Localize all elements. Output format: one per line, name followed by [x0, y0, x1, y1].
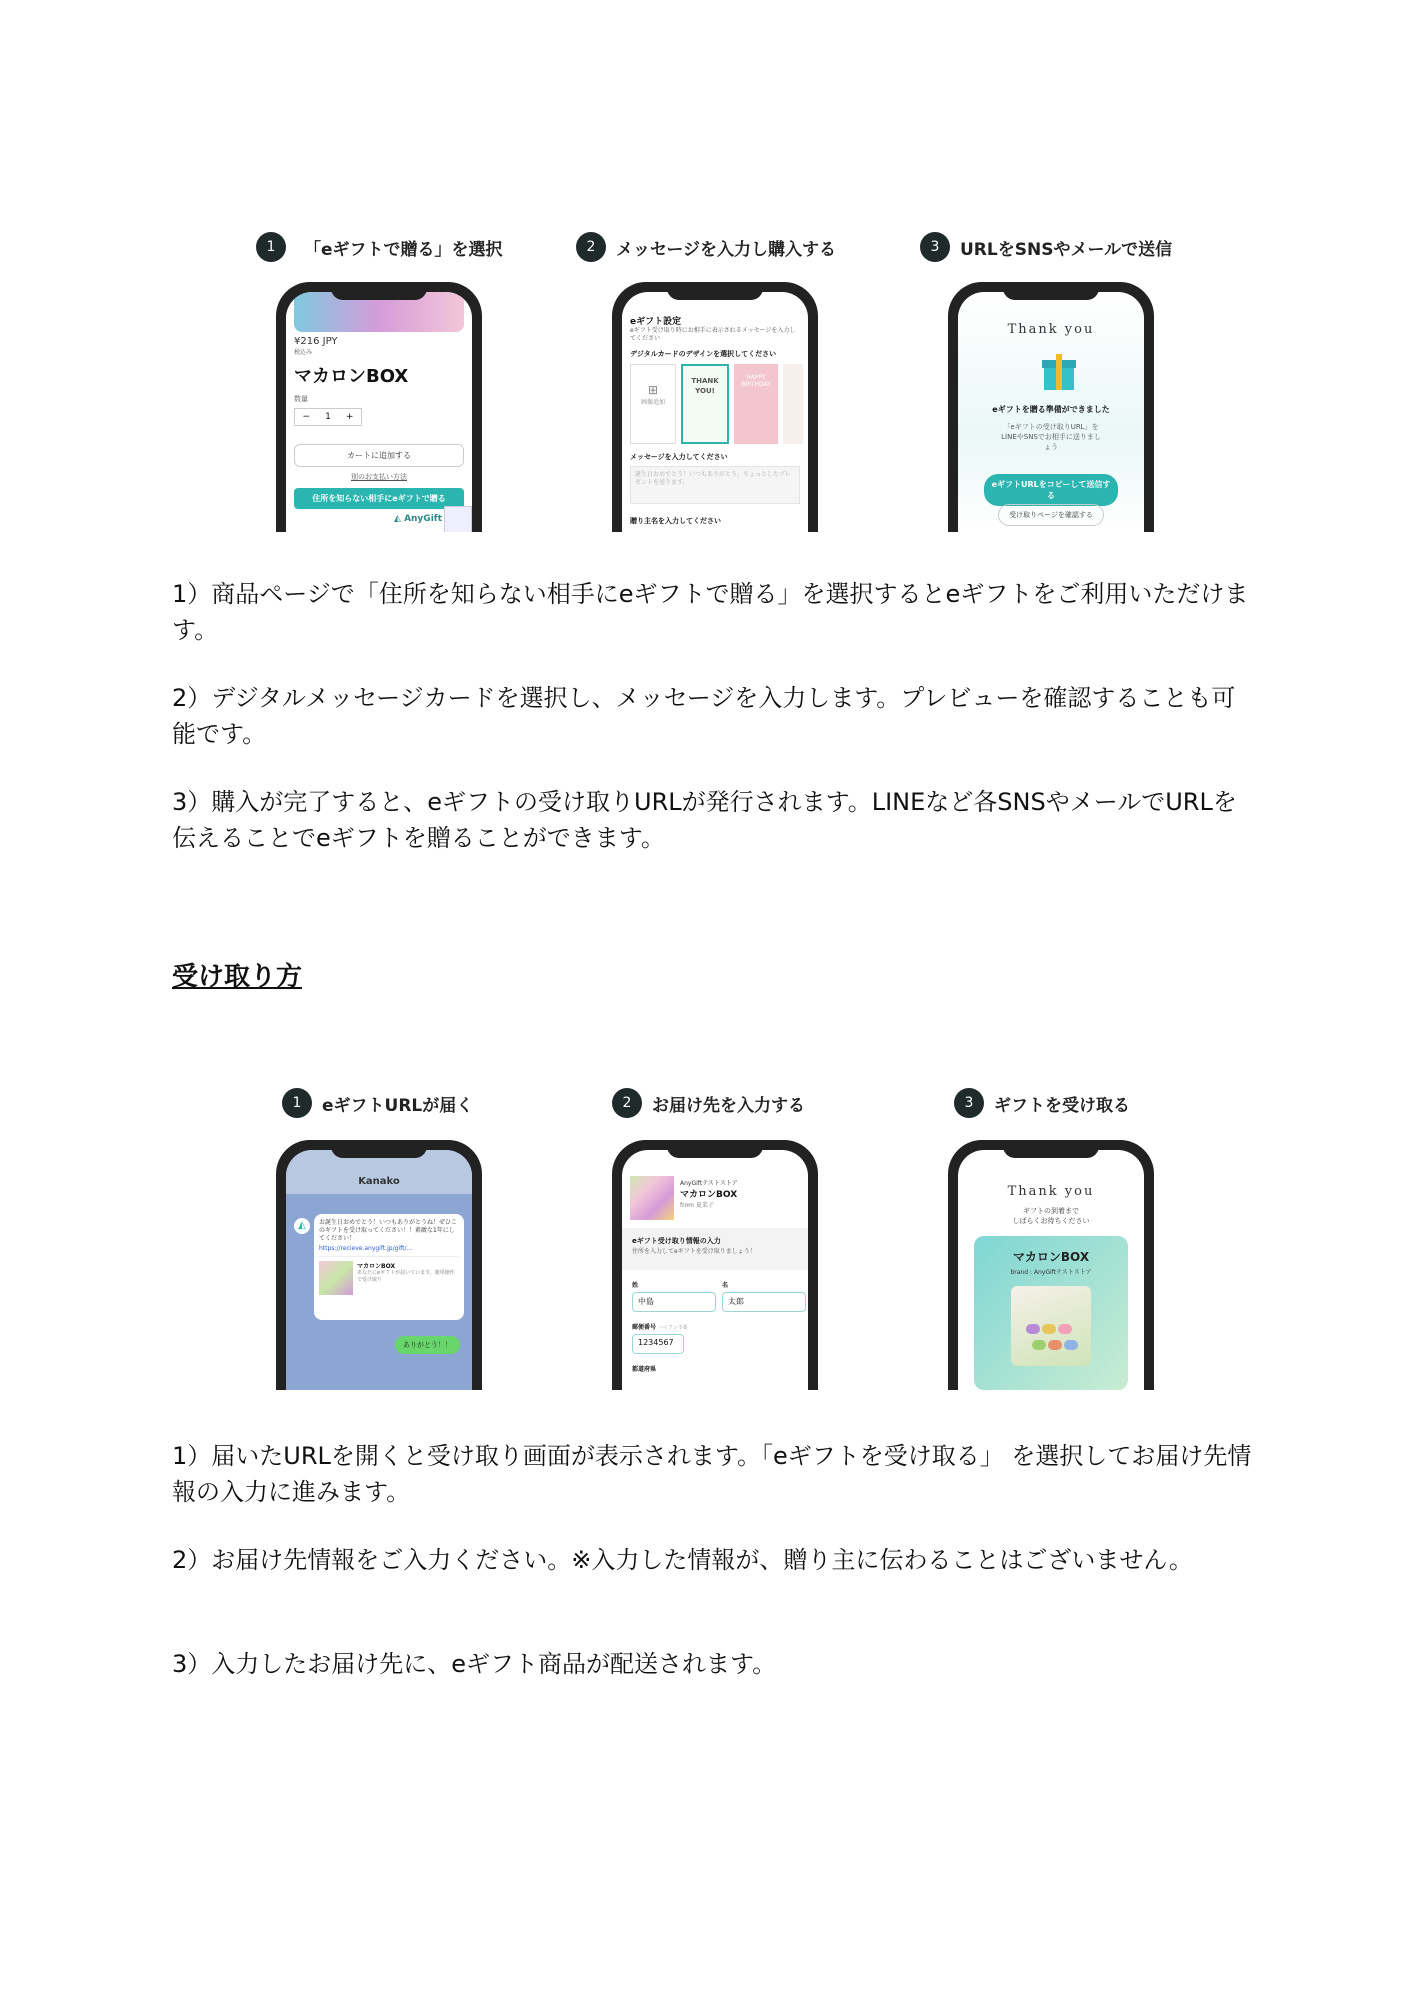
- zip-input[interactable]: 1234567: [632, 1334, 684, 1354]
- plus-icon: ⊞: [647, 383, 659, 397]
- price-note: 税込み: [294, 349, 313, 356]
- wait-desc-1: ギフトの到着まで: [1023, 1207, 1079, 1215]
- phone-notch: [331, 282, 427, 300]
- step-number-badge: 3: [920, 232, 950, 262]
- receive-step-2: [612, 1088, 805, 1118]
- gift-box-icon: [1042, 354, 1076, 390]
- store-name: AnyGiftテストストア: [680, 1180, 738, 1187]
- zip-note: ハイフン不要: [658, 1325, 688, 1331]
- quantity-value: 1: [325, 412, 331, 422]
- step-number-badge: 3: [954, 1088, 984, 1118]
- ready-desc: 「eギフトの受け取りURL」をLINEやSNSでお相手に送りましょう: [1001, 423, 1101, 451]
- gift-product-name: マカロンBOX: [1012, 1250, 1090, 1264]
- product-name: マカロンBOX: [680, 1190, 738, 1200]
- first-name-input[interactable]: 太郎: [722, 1292, 806, 1312]
- receive-phone-chat: [276, 1140, 482, 1390]
- send-step-2: [576, 232, 836, 262]
- message-textarea[interactable]: 誕生日おめでとう！いつもありがとう。ちょっとしたプレゼントを送ります。: [630, 466, 800, 504]
- product-thumbnail: [319, 1261, 353, 1295]
- egift-send-button[interactable]: 住所を知らない相手にeギフトで贈る: [294, 488, 464, 509]
- receive-paragraph-3: 3）入力したお届け先に、eギフト商品が配送されます。: [172, 1650, 777, 1678]
- check-page-button[interactable]: 受け取りページを確認する: [998, 504, 1104, 526]
- more-card-option[interactable]: [783, 364, 803, 444]
- thank-you-title: Thank you: [1007, 1184, 1095, 1199]
- receive-heading: 受け取り方: [172, 962, 303, 992]
- chat-message-bubble: [314, 1214, 464, 1320]
- receive-step-1: [282, 1088, 473, 1118]
- preview-title: マカロンBOX: [357, 1263, 396, 1270]
- product-image: [630, 1176, 674, 1220]
- last-name-input[interactable]: 中島: [632, 1292, 716, 1312]
- copy-url-button[interactable]: eギフトURLをコピーして送信する: [984, 474, 1118, 506]
- step-title: お届け先を入力する: [652, 1095, 805, 1116]
- product-price: ¥216 JPY: [294, 336, 338, 347]
- step-title: eギフトURLが届く: [322, 1095, 474, 1116]
- link-preview-card[interactable]: [319, 1256, 459, 1295]
- anygift-logo-icon: ◭: [394, 514, 401, 524]
- add-to-cart-button[interactable]: カートに追加する: [294, 444, 464, 467]
- recaptcha-icon: [444, 506, 472, 532]
- phone-screen: [622, 1150, 808, 1390]
- step-title: URLをSNSやメールで送信: [960, 239, 1173, 260]
- thank-you-title: Thank you: [1007, 322, 1095, 337]
- quantity-minus-button[interactable]: −: [302, 412, 311, 422]
- phone-screen: [958, 1150, 1144, 1390]
- preview-desc: あなたにeギフトが届いています。簡単操作で受け取り: [357, 1270, 455, 1283]
- sender-from: from 夏菜子: [680, 1202, 714, 1209]
- phone-screen: [286, 1150, 472, 1390]
- step-title: メッセージを入力し購入する: [616, 239, 836, 260]
- other-payment-link[interactable]: 別のお支払い方法: [351, 473, 407, 481]
- form-section-header: [622, 1228, 808, 1270]
- step-number-badge: 1: [256, 232, 286, 262]
- add-image-card[interactable]: ⊞ 画像追加: [630, 364, 676, 444]
- prefecture-label: 都道府県: [632, 1366, 657, 1373]
- receive-phone-address-form: [612, 1140, 818, 1390]
- phone-screen: [286, 292, 472, 532]
- first-name-label: 名: [722, 1282, 729, 1289]
- gift-brand: brand : AnyGiftテストストア: [1010, 1269, 1092, 1276]
- quantity-plus-button[interactable]: +: [345, 412, 354, 422]
- thank-you-card-option[interactable]: THANK YOU!: [681, 364, 729, 444]
- birthday-card-option[interactable]: HAPPY BIRTHDAY: [734, 364, 778, 444]
- wait-desc-2: しばらくお待ちください: [1012, 1217, 1090, 1225]
- quantity-label: 数量: [294, 395, 308, 403]
- step-title: ギフトを受け取る: [994, 1095, 1130, 1116]
- zip-label: 郵便番号 ハイフン不要: [632, 1324, 688, 1331]
- phone-notch: [1003, 1140, 1099, 1158]
- send-paragraph-2: 2）デジタルメッセージカードを選択し、メッセージを入力します。プレビューを確認することも可能です。: [172, 684, 1236, 748]
- send-phone-message-input: [612, 282, 818, 532]
- reply-bubble: ありがとう！！: [395, 1336, 460, 1354]
- phone-notch: [1003, 282, 1099, 300]
- receive-paragraph-2: 2）お届け先情報をご入力ください。※入力した情報が、贈り主に伝わることはございません。: [172, 1546, 1193, 1574]
- receive-phone-thank-you: [948, 1140, 1154, 1390]
- receive-paragraph-1: 1）届いたURLを開くと受け取り画面が表示されます。「eギフトを受け取る」 を選択してお届け先情報の入力に進みます。: [172, 1442, 1252, 1506]
- ready-text: eギフトを贈る準備ができました: [992, 405, 1110, 414]
- phone-notch: [667, 282, 763, 300]
- send-phone-product-page: [276, 282, 482, 532]
- send-phone-thank-you: [948, 282, 1154, 532]
- last-name-label: 姓: [632, 1282, 639, 1289]
- step-title: 「eギフトで贈る」を選択: [304, 239, 503, 260]
- phone-screen: [958, 292, 1144, 532]
- step-number-badge: 2: [576, 232, 606, 262]
- anygift-avatar-icon: ◭: [294, 1218, 310, 1234]
- send-paragraph-3: 3）購入が完了すると、eギフトの受け取りURLが発行されます。LINEなど各SNSやメールでURLを伝えることでeギフトを贈ることができます。: [172, 788, 1237, 852]
- gift-product-image: [1011, 1286, 1091, 1366]
- send-step-3: [920, 232, 1172, 262]
- gift-url-link[interactable]: https://recieve.anygift.jp/gift/...: [319, 1245, 413, 1252]
- anygift-brand: ◭ AnyGift: [394, 514, 442, 524]
- chat-header-name: Kanako: [286, 1150, 472, 1194]
- gift-card: [974, 1236, 1128, 1390]
- send-paragraph-1: 1）商品ページで「住所を知らない相手にeギフトで贈る」を選択するとeギフトをご利用いただけます。: [172, 580, 1249, 644]
- quantity-stepper[interactable]: [294, 408, 362, 426]
- form-section-title: eギフト受け取り情報の入力: [632, 1237, 721, 1245]
- form-section-desc: 住所を入力してeギフトを受け取りましょう！: [632, 1248, 756, 1255]
- phone-notch: [667, 1140, 763, 1158]
- phone-screen: [622, 292, 808, 532]
- receive-step-3: [954, 1088, 1130, 1118]
- chat-message-text: お誕生日おめでとう！いつもありがとうね！ぜひこのギフトを受け取ってください！！素敵な1年にしてください！: [319, 1219, 458, 1242]
- product-name: マカロンBOX: [294, 366, 409, 387]
- egift-settings-title: eギフト設定: [630, 317, 682, 327]
- step-number-badge: 2: [612, 1088, 642, 1118]
- phone-notch: [331, 1140, 427, 1158]
- send-step-1: [256, 232, 503, 262]
- step-number-badge: 1: [282, 1088, 312, 1118]
- message-label: メッセージを入力してください: [630, 453, 728, 461]
- card-design-label: デジタルカードのデザインを選択してください: [630, 350, 777, 358]
- sender-name-label: 贈り主名を入力してください: [630, 517, 721, 525]
- egift-settings-desc: eギフト受け取り時にお相手に表示されるメッセージを入力してください: [630, 327, 796, 342]
